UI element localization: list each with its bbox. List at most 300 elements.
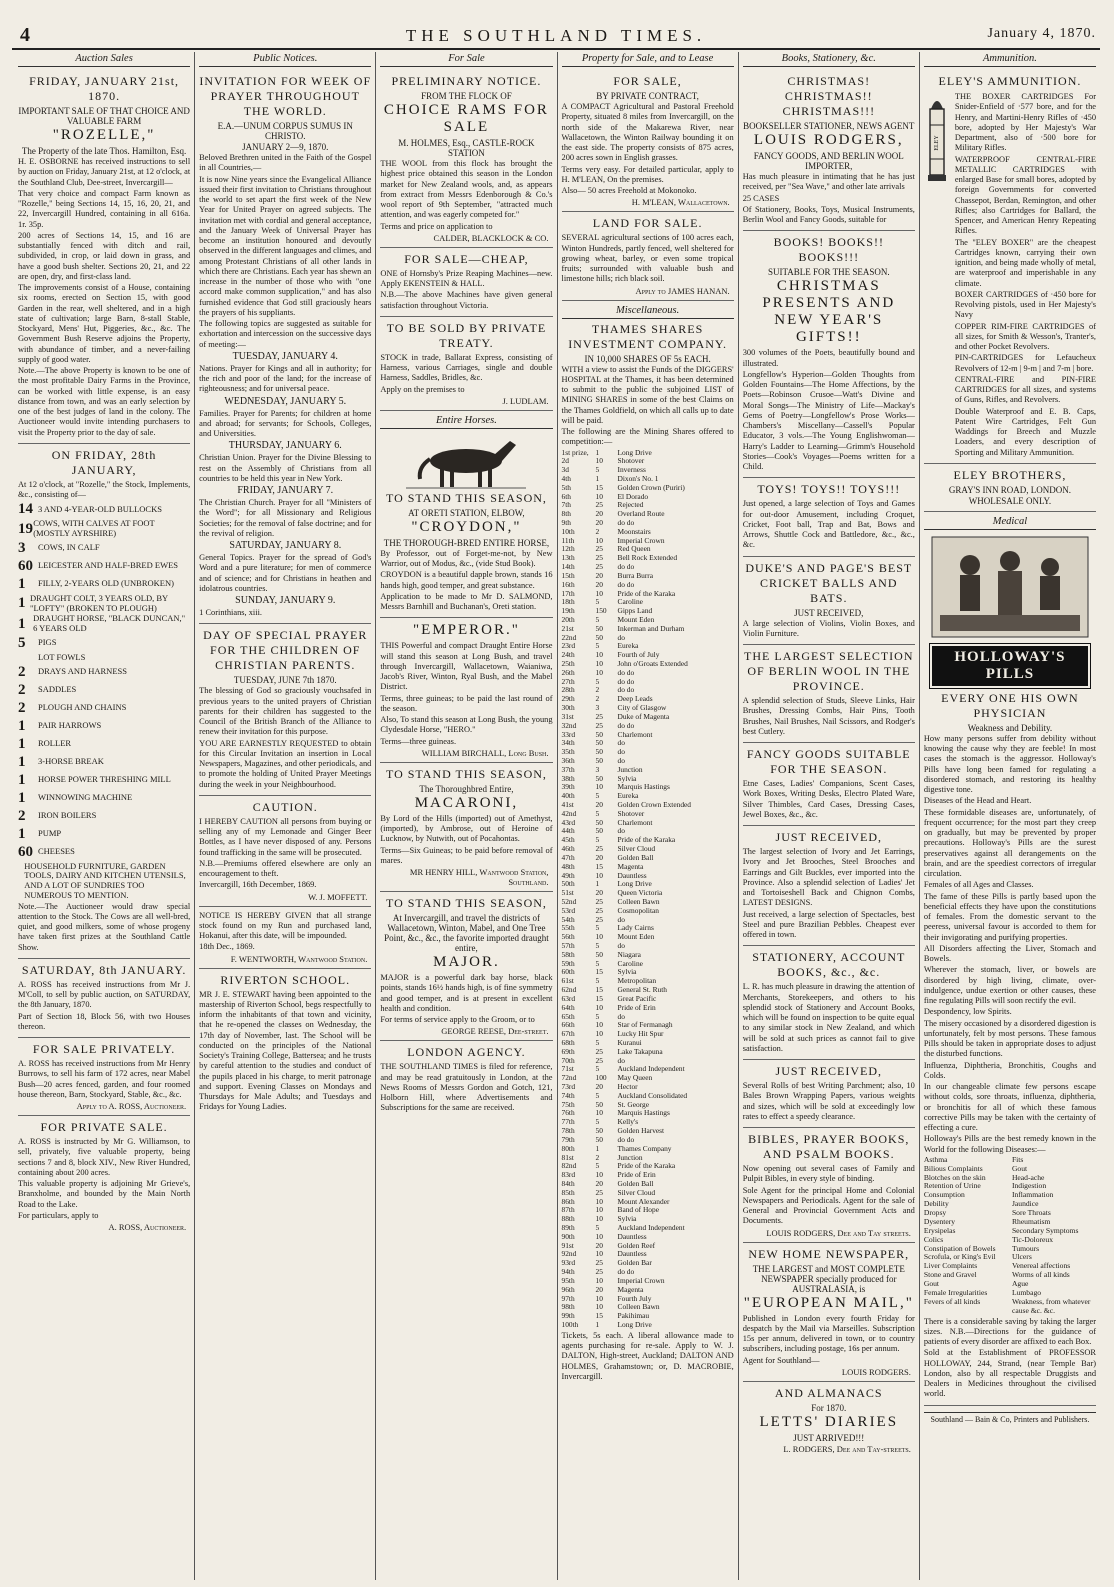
prize-rank: 30th <box>561 703 575 713</box>
advertisement-block <box>924 464 1096 512</box>
prize-claim: Caroline <box>617 597 643 607</box>
advertisement-display-name: CHOICE RAMS FOR SALE <box>383 102 549 135</box>
prize-claim: do <box>617 914 625 924</box>
prize-claim: Lucky Hit Spur <box>617 1029 664 1039</box>
advertisement-title: ELEY BROTHERS, <box>953 467 1067 482</box>
disease-item: Erysipelas <box>923 1225 956 1235</box>
prize-claim: Shotover <box>617 808 645 818</box>
prize-shares: 10 <box>595 667 603 677</box>
prize-row <box>562 634 734 643</box>
disease-item: Ulcers <box>1011 1252 1032 1262</box>
prize-row <box>562 757 734 766</box>
prize-shares: 50 <box>595 632 603 642</box>
prize-row <box>562 625 734 634</box>
prize-row <box>562 766 734 775</box>
disease-item: Venereal affections <box>1011 1261 1071 1271</box>
prize-claim: Bell Rock Extended <box>617 553 678 563</box>
advertisement-display-name: MAJOR. <box>433 954 500 970</box>
prize-rank: 58th <box>561 949 575 959</box>
prize-claim: Mount Alexander <box>617 1196 670 1206</box>
advertisement-title: JUST RECEIVED, <box>775 830 882 844</box>
advertisement-subtitle: BY PRIVATE CONTRACT, <box>596 91 699 101</box>
prize-shares: 2 <box>595 694 600 704</box>
prize-claim: Pride of the Karaka <box>617 588 676 598</box>
prize-shares: 25 <box>595 720 603 730</box>
prize-shares: 10 <box>595 1029 603 1039</box>
advertisement-block <box>199 969 371 1118</box>
prize-row <box>562 854 734 863</box>
paragraph: A splendid selection of Studs, Sleeve Links, Hair Brushes, Dressing Combs, Hair Pins, Tooth Brushes, Nail Brushes, Nail Scissors, and Rodger's best Cutlery. <box>742 696 915 736</box>
advertisement-title: TO STAND THIS SEASON, <box>385 896 547 910</box>
prize-claim: do do <box>617 667 635 677</box>
advertisement-title: BIBLES, PRAYER BOOKS, AND PSALM BOOKS. <box>748 1132 910 1161</box>
advertisement-title: NEW HOME NEWSPAPER, <box>748 1246 910 1261</box>
disease-item: Ague <box>1011 1279 1029 1288</box>
prize-shares: 5 <box>595 597 600 607</box>
disease-item: Liver Complaints <box>923 1261 978 1271</box>
prize-shares: 50 <box>595 1099 603 1109</box>
prize-rank: 31st <box>561 711 574 721</box>
prize-claim: Auckland Consolidated <box>617 1090 688 1100</box>
prize-rank: 35th <box>561 747 575 757</box>
prize-rank: 15th <box>561 570 575 580</box>
paragraph: CENTRAL-FIRE and PIN-FIRE CARTRIDGES for all sizes, and systems of Guns, Rifles, and Revolvers. <box>954 374 1097 405</box>
paragraph: Note.—The above Property is known to be one of the most profitable Dairy Farms in the Province, can be worked with little expense, is an easy distance from town, and was an early selection by one of the best judges of land in the colony. The Auctioneer would invite intending purchasers to visit the Property prior to the day of sale. <box>18 366 191 437</box>
paragraph: Application to be made to Mr D. SALMOND, Messrs Barnhill and Buchanan's, Oreti station. <box>380 591 553 611</box>
column-heading: Public Notices. <box>199 52 371 67</box>
prize-claim: do do <box>617 1267 635 1277</box>
prize-rank: 80th <box>561 1143 575 1153</box>
advertisement-block <box>743 231 915 478</box>
prize-claim: Moonstairs <box>617 526 651 536</box>
advertiser-signature: Apply to A. ROSS, Auctioneer. <box>76 1101 187 1112</box>
advertisement-title: LAND FOR SALE. <box>592 216 703 231</box>
advertisement-title: ELEY'S AMMUNITION. <box>938 74 1082 88</box>
prize-rank: 87th <box>561 1205 575 1215</box>
prize-claim: Dauntless <box>617 1231 647 1241</box>
prize-claim: Colleen Bawn <box>617 896 660 906</box>
paragraph: A. ROSS has received instructions from Mr Henry Burrows, to sell his farm of 172 acres, near Mabel Bush—20 acres fenced, garden, and four roomed house thereon, Barn, Stockyard, Stable, &c., &c. <box>18 1059 191 1099</box>
prize-claim: May Queen <box>617 1073 653 1083</box>
prize-claim: Auckland Independent <box>617 1064 685 1074</box>
prize-rank: 95th <box>561 1275 575 1285</box>
paragraph: By Professor, out of Forget-me-not, by New Warrior, out of Modus, &c., (vide Stud Book). <box>380 548 553 568</box>
lot-quantity: 1 <box>18 735 26 752</box>
advertisement-block <box>18 1038 190 1116</box>
prize-claim: El Dorado <box>617 491 649 501</box>
paragraph: Apply on the premises to <box>380 384 465 394</box>
prize-shares: 10 <box>595 1231 603 1241</box>
prize-shares: 10 <box>595 782 603 792</box>
prize-row <box>562 819 734 828</box>
prize-rank: 49th <box>561 870 575 880</box>
paragraph: Etne Cases, Ladies' Companions, Scent Cases, Work Boxes, Writing Desks, Electro Plated Ware, Silver Thimbles, Card Cases, Dressing Cases, Jewel Boxes, &c., &c. <box>742 779 915 819</box>
lot-description: IRON BOILERS <box>38 810 97 821</box>
paragraph: All Disorders affecting the Liver, Stomach and Bowels. <box>923 943 1097 963</box>
prize-rank: 74th <box>561 1090 575 1100</box>
prize-claim: Mount Eden <box>617 614 655 624</box>
advertisement-block <box>924 1406 1096 1428</box>
lot-quantity: 1 <box>18 615 26 632</box>
prize-claim: Imperial Crown <box>617 1275 665 1285</box>
paragraph: The "ELEY BOXER" are the cheapest Cartridges known, carrying their own ignition, and being made wholly of metal, are waterproof and imperishable in any climate. <box>954 237 1097 288</box>
disease-item: Indigestion <box>1011 1181 1047 1191</box>
prize-rank: 97th <box>561 1293 575 1303</box>
prize-shares: 5 <box>595 1117 600 1127</box>
lot-description: PUMP <box>38 828 62 839</box>
prize-shares: 50 <box>595 729 603 739</box>
advertisement-block <box>380 317 552 411</box>
cartridge-ad <box>924 91 1096 459</box>
advertisement-block <box>380 892 552 1041</box>
advertiser-signature: LOUIS RODGERS, Dee and Tay streets. <box>766 1227 911 1238</box>
prize-shares: 50 <box>595 1134 603 1144</box>
prize-rank: 43rd <box>561 817 576 827</box>
paragraph: 300 volumes of the Poets, beautifully bound and illustrated. <box>742 348 915 368</box>
prize-shares: 5 <box>595 641 600 651</box>
issue-date: January 4, 1870. <box>987 26 1096 41</box>
lot-item <box>18 754 190 771</box>
prayer-day-topic: The Christian Church. Prayer for all "Ministers of the Word"; for all Missionary and Religious Societies; for the removal of false doctrine; and for the revival of religion. <box>199 498 372 538</box>
prize-shares: 3 <box>595 703 600 713</box>
advertiser-signature: WILLIAM BIRCHALL, Long Bush. <box>421 747 549 758</box>
prize-claim: do do <box>617 562 635 572</box>
advertisement-block <box>380 411 552 619</box>
paragraph: For terms of service apply to the Groom, or to <box>380 1015 535 1024</box>
prize-shares: 20 <box>595 570 603 580</box>
prize-rank: 75th <box>561 1099 575 1109</box>
advertisement-intro: At 12 o'clock, at "Rozelle," the Stock, Implements, &c., consisting of— <box>18 479 191 499</box>
prize-claim: Kelly's <box>617 1117 639 1127</box>
prize-claim: Golden Ball <box>617 1178 654 1188</box>
prize-shares: 5 <box>595 958 600 968</box>
advertisement-block <box>18 70 190 444</box>
paragraph: STOCK in trade, Ballarat Express, consisting of Harness, various Carriages, single and double Harness, Saddles, Bridles, &c. <box>380 352 553 383</box>
advertisement-title: JUST RECEIVED, <box>775 1064 882 1078</box>
prize-claim: Mount Eden <box>617 932 655 942</box>
prize-rank: 2d <box>561 456 569 466</box>
prize-shares: 25 <box>595 1055 603 1065</box>
advertisement-block <box>380 248 552 317</box>
prize-row <box>562 1048 734 1057</box>
paragraph: Influenza, Diphtheria, Bronchitis, Coughs and Colds. <box>923 1060 1097 1080</box>
advertiser-signature: J. LUDLAM. <box>502 395 549 406</box>
paragraph: Diseases of the Head and Heart. <box>923 796 1032 806</box>
prize-shares: 1 <box>595 1319 600 1329</box>
lot-quantity: 60 <box>18 843 33 860</box>
column-heading: Auction Sales <box>18 52 190 67</box>
prize-claim: Sylvia <box>617 773 637 783</box>
prize-shares: 10 <box>595 650 603 660</box>
prize-claim: Golden Crown (Puriri) <box>617 482 685 492</box>
disease-item: Consumption <box>923 1190 965 1200</box>
prize-claim: Star of Fermanagh <box>617 1020 673 1030</box>
advertisement-block <box>743 478 915 556</box>
prize-shares: 10 <box>595 1196 603 1206</box>
prize-shares: 10 <box>595 1293 603 1303</box>
advertisement-title: FOR SALE—CHEAP, <box>404 251 529 266</box>
prize-shares: 10 <box>595 1108 603 1118</box>
prayer-day-topic: Families. Prayer for Parents; for children at home and abroad; for servants; for Schools, Colleges, and Universities. <box>199 408 372 438</box>
prize-rank: 60th <box>561 967 575 977</box>
prize-shares: 50 <box>595 738 603 748</box>
prize-claim: Cosmopolitan <box>617 905 659 915</box>
advertisement-block <box>743 1243 915 1382</box>
paragraph: ONE of Hornsby's Prize Reaping Machines—new. Apply EKENSTEIN & HALL. <box>380 268 553 288</box>
prize-shares: 25 <box>595 500 603 510</box>
advertisement-block <box>743 826 915 946</box>
prize-shares: 25 <box>595 544 603 554</box>
advertisement-subtitle: THE LARGEST and MOST COMPLETE NEWSPAPER specially produced for AUSTRALASIA, is <box>752 1263 905 1294</box>
prize-claim: Junction <box>617 764 643 774</box>
prize-claim: Golden Crown Extended <box>617 800 691 809</box>
advertisement-block <box>743 1382 915 1458</box>
prize-claim: Eureka <box>617 641 639 651</box>
prize-row <box>562 801 734 810</box>
prize-row <box>562 1127 734 1136</box>
paragraph: Terms very easy. For detailed particular, apply to H. M'LEAN, On the premises. <box>561 164 734 184</box>
advertisement-subtitle-2: The Property of the late Thos. Hamilton, Esq. <box>21 146 187 156</box>
prize-claim: Long Drive <box>617 879 652 889</box>
prize-shares: 5 <box>595 941 600 950</box>
paragraph: How many persons suffer from debility without knowing the cause why they are feeble! In most cases the stomach is the aggressor. Holloway's Pills have long been famed for regulating a disordered stomach, and restoring its healthy digestive tone. <box>923 733 1097 794</box>
paragraph: Terms, three guineas; to be paid the last round of the season. <box>380 693 553 713</box>
advertisement-display-name: LETTS' DIARIES <box>759 1413 899 1430</box>
disease-item: Weakness, from whatever cause &c. &c. <box>1011 1296 1091 1315</box>
disease-item: Fevers of all kinds <box>923 1296 981 1306</box>
paragraph: 18th Dec., 1869. <box>199 942 255 952</box>
prize-rank: 90th <box>561 1231 575 1241</box>
prize-claim: do <box>617 1011 625 1021</box>
advertisement-title: AND ALMANACS <box>774 1385 883 1400</box>
lot-description: PLOUGH AND CHAINS <box>38 702 127 713</box>
prize-row <box>562 1145 734 1154</box>
prize-rank: 33rd <box>561 729 576 739</box>
prize-shares: 3 <box>595 764 600 774</box>
paragraph: The following are the Mining Shares offered to competition:— <box>561 427 734 447</box>
prize-claim: General St. Ruth <box>617 985 667 995</box>
paragraph: Just received, a large selection of Spectacles, best Steel and pure Brazilian Pebbles. Cheapest ever offered in town. <box>742 909 915 939</box>
advertisement-block <box>743 70 915 231</box>
prize-shares: 15 <box>595 993 603 1003</box>
advertisement-block <box>199 70 371 624</box>
disease-item: Worms of all kinds <box>1011 1270 1070 1280</box>
paragraph: BOXER CARTRIDGES of ·450 bore for Revolving pistols, used in Her Majesty's Navy <box>954 289 1097 320</box>
paragraph: WATERPROOF CENTRAL-FIRE METALLIC CARTRIDGES with enlarged Base for small bores, adopted by foreign Governments for converted Chassepot, Berdan, Remington, and other Rifles; also Cartridges for Ballard, the Spencer, and American Henry Repeating Rifles. <box>954 154 1097 236</box>
lot-quantity: 2 <box>18 807 26 824</box>
prize-rank: 63rd <box>561 993 576 1003</box>
prize-shares: 50 <box>595 773 603 783</box>
advertisement-subtitle: The Thoroughbred Entire, <box>419 783 514 794</box>
prize-claim: do <box>617 632 625 642</box>
prize-claim: Red Queen <box>617 544 651 554</box>
prize-shares: 5 <box>595 1161 600 1171</box>
lot-item <box>18 736 190 753</box>
prize-rank: 37th <box>561 764 575 774</box>
advertisement-closing: Tickets, 5s each. A liberal allowance made to agents purchasing for re-sale. Apply to W. J. DALTON, High-street, Auckland; DALTON AND HOLMES, Grahamstown; or, D. MACROBIE, Invercargill. <box>561 1330 734 1381</box>
prize-row <box>562 660 734 669</box>
prize-claim: do <box>617 1055 625 1065</box>
disease-item: Retention of Urine <box>923 1181 981 1191</box>
prize-shares: 10 <box>595 1249 603 1259</box>
prize-shares: 5 <box>595 465 600 475</box>
prize-rank: 76th <box>561 1108 575 1118</box>
prize-row <box>562 510 734 519</box>
paragraph: By Lord of the Hills (imported) out of Amethyst, (imported), by Ambrose, out of Heroine of Lucknow, by Nutwith, out of Pocahontas. <box>380 813 553 844</box>
lot-quantity: 19 <box>18 520 33 537</box>
lot-description: FILLY, 2-YEARS OLD (UNBROKEN) <box>38 578 174 589</box>
lot-description: CHEESES <box>38 846 75 857</box>
prize-claim: do <box>617 941 625 950</box>
lot-description: WINNOWING MACHINE <box>38 792 133 803</box>
lot-quantity: 14 <box>18 501 33 518</box>
prize-shares: 50 <box>595 949 603 959</box>
advertisement-subtitle: FROM THE FLOCK OF <box>421 91 512 101</box>
paragraph: A COMPACT Agricultural and Pastoral Freehold Property, situated 8 miles from Invercargill, on the north side of the Makarewa River, near Wallacetown, the Winton Railway bounding it on the east side. The property consists of 875 acres, 200 acres sown in English grasses. <box>561 102 734 163</box>
prize-rank: 28th <box>561 685 575 695</box>
prize-shares: 5 <box>595 614 600 624</box>
prize-shares: 20 <box>595 1284 603 1294</box>
cartridge-text <box>955 91 1096 459</box>
prize-rank: 61st <box>561 976 574 986</box>
prize-claim: do do <box>617 579 635 589</box>
prize-shares: 15 <box>595 482 603 492</box>
prize-rank: 9th <box>561 518 571 527</box>
prize-rank: 94th <box>561 1267 575 1277</box>
prize-rank: 66th <box>561 1020 575 1030</box>
paragraph: This valuable property is adjoining Mr Grieve's, Branxholme, and bounded by the Main North Road to the Lake. <box>18 1179 191 1209</box>
prayer-day-heading: FRIDAY, JANUARY 7. <box>237 485 334 496</box>
advertiser-signature: F. WENTWORTH, Wantwood Station. <box>230 953 368 964</box>
lot-quantity: 2 <box>18 681 26 698</box>
advertisement-subtitle: E.A.—UNUM CORPUS SUMUS IN CHRISTO. <box>217 121 353 141</box>
lot-quantity: 1 <box>18 595 26 612</box>
lot-item <box>18 700 190 717</box>
paragraph: A large selection of Violins, Violin Boxes, and Violin Furniture. <box>742 618 915 638</box>
paragraph: Females of all Ages and Classes. <box>923 880 1034 890</box>
prize-claim: Fourth of July <box>617 650 660 660</box>
advertisement-title: TO BE SOLD BY PRIVATE TREATY. <box>386 320 547 350</box>
disease-item: Constipation of Bowels <box>923 1243 996 1253</box>
prize-shares: 20 <box>595 518 603 527</box>
paragraph: Terms—Six Guineas; to be paid before removal of mares. <box>380 845 553 865</box>
disease-item: Colics <box>923 1234 944 1244</box>
prize-rank: 19th <box>561 606 575 616</box>
prize-shares: 20 <box>595 888 603 898</box>
advertisement-title: PRELIMINARY NOTICE. <box>391 74 542 88</box>
column-heading: Property for Sale, and to Lease <box>562 52 734 67</box>
prize-claim: Duke of Magenta <box>617 711 670 721</box>
prize-rank: 68th <box>561 1037 575 1047</box>
prize-shares: 1 <box>595 1143 600 1153</box>
advertisement-block <box>380 70 552 248</box>
prize-rank: 47th <box>561 852 575 862</box>
advertisement-title: DAY OF SPECIAL PRAYER FOR THE CHILDREN OF CHRISTIAN PARENTS. <box>203 628 368 673</box>
prize-shares: 10 <box>595 1205 603 1215</box>
svg-text:ELEY: ELEY <box>933 135 940 151</box>
paragraph: These formidable diseases are, unfortunately, of frequent occurrence; for the most part they creep on gradually, but may be prevented by proper precautions. Holloway's Pills are the surest preservatives against all derangements on the brain, and are the speediest correctors of irregular circulation. <box>923 807 1097 878</box>
advertisement-note: There is a considerable saving by taking the larger sizes. N.B.—Directions for the guidance of patients of every disorder are affixed to each Box. <box>923 1316 1097 1346</box>
lot-description: LEICESTER AND HALF-BRED EWES <box>38 560 179 571</box>
advertisement-block <box>380 763 552 892</box>
advertisement-title: FOR SALE, <box>613 74 682 88</box>
paragraph: Several Rolls of best Writing Parchment; also, 10 Bales Brown Wrapping Papers, various weights and sizes, which will be sold at exceedingly low rates to effect a speedy clearance. <box>742 1081 915 1121</box>
prize-rank: 27th <box>561 676 575 686</box>
prize-rank: 82nd <box>561 1161 577 1171</box>
prize-rank: 21st <box>561 623 574 633</box>
prize-row <box>562 1321 734 1330</box>
prize-list <box>562 449 734 1330</box>
paragraph: NOTICE IS HEREBY GIVEN that all strange stock found on my Run and purchased land, Hokanui, after this date, will be impounded. <box>199 910 372 940</box>
advertisement-title: FANCY GOODS SUITABLE FOR THE SEASON. <box>746 747 911 776</box>
prize-rank: 36th <box>561 755 575 765</box>
prize-rank: 13th <box>561 553 575 563</box>
prize-shares: 20 <box>595 1178 603 1188</box>
advertisement-subtitle-2: THE THOROUGH-BRED ENTIRE HORSE, <box>383 537 550 548</box>
advertiser-signature: LOUIS RODGERS. <box>841 1366 911 1377</box>
lot-item <box>18 614 190 634</box>
prize-row <box>562 1109 734 1118</box>
prize-claim: do do <box>617 1134 635 1144</box>
lot-item <box>18 501 190 518</box>
advertiser-signature: W. J. MOFFETT. <box>308 891 368 902</box>
advertiser-signature: MR HENRY HILL, Wantwood Station, Southland. <box>409 867 549 887</box>
lot-quantity: 5 <box>18 634 26 651</box>
advertisement-subtitle: GRAY'S INN ROAD, LONDON. <box>948 484 1071 495</box>
prize-row <box>562 678 734 687</box>
advertisement-title: STATIONERY, ACCOUNT BOOKS, &c., &c. <box>752 950 906 980</box>
prize-shares: 10 <box>595 456 603 466</box>
advertisement-block <box>380 1041 552 1118</box>
prize-rank: 22nd <box>561 632 577 642</box>
prize-rank: 5th <box>561 482 571 492</box>
prize-shares: 5 <box>595 791 600 801</box>
lot-description: PAIR HARROWS <box>38 720 102 731</box>
paragraph: Terms—three guineas. <box>380 736 457 746</box>
lot-description: DRAUGHT HORSE, "BLACK DUNCAN," 6 YEARS OLD <box>33 613 186 634</box>
prize-shares: 5 <box>595 835 600 845</box>
lot-item <box>18 576 190 593</box>
paragraph: H. E. OSBORNE has received instructions to sell by auction on Friday, January 21st, at 12 o'clock, at the Southland Club, Dee-street, Invercargill— <box>18 157 191 187</box>
prize-rank: 34th <box>561 738 575 748</box>
prize-claim: do <box>617 755 625 765</box>
prize-claim: Pride of Erin <box>617 1170 656 1180</box>
prize-rank: 93rd <box>561 1258 576 1268</box>
prize-shares: 50 <box>595 1126 603 1136</box>
disease-item: Dropsy <box>923 1208 947 1217</box>
holloways-pills-banner: HOLLOWAY'S PILLS <box>930 644 1090 688</box>
prize-rank: 45th <box>561 835 575 845</box>
prize-claim: Auckland Independent <box>617 1223 685 1232</box>
paragraph: Wherever the stomach, liver, or bowels are disordered by high living, climate, over-indulgence, undue exertion or other causes, these fine regulating Pills will soon rectify the evil. <box>923 965 1097 1005</box>
prize-row <box>562 1242 734 1251</box>
prize-claim: Niagara <box>617 949 641 959</box>
paragraph: Also, To stand this season at Long Bush, the young Clydesdale Horse, "HERO." <box>380 715 553 735</box>
lot-description: 3-HORSE BREAK <box>38 756 104 767</box>
section-heading: Entire Horses. <box>380 414 552 429</box>
prize-rank: 12th <box>561 544 575 554</box>
prize-claim: Magenta <box>617 1284 644 1294</box>
paragraph: SEVERAL agricultural sections of 100 acres each, Winton Hundreds, partly fenced, well sheltered for growing wheat, barley, or even some tropical fruits; surrounded with valuable bush and limestone hills; rich black soil. <box>561 233 734 284</box>
prize-row <box>562 1074 734 1083</box>
prize-rank: 8th <box>561 509 571 519</box>
prize-shares: 50 <box>595 826 603 836</box>
lot-description: SADDLES <box>38 684 77 695</box>
prize-shares: 10 <box>595 1170 603 1180</box>
advertisement-block <box>743 557 915 646</box>
prize-shares: 5 <box>595 1223 600 1232</box>
column-1 <box>14 52 195 1580</box>
